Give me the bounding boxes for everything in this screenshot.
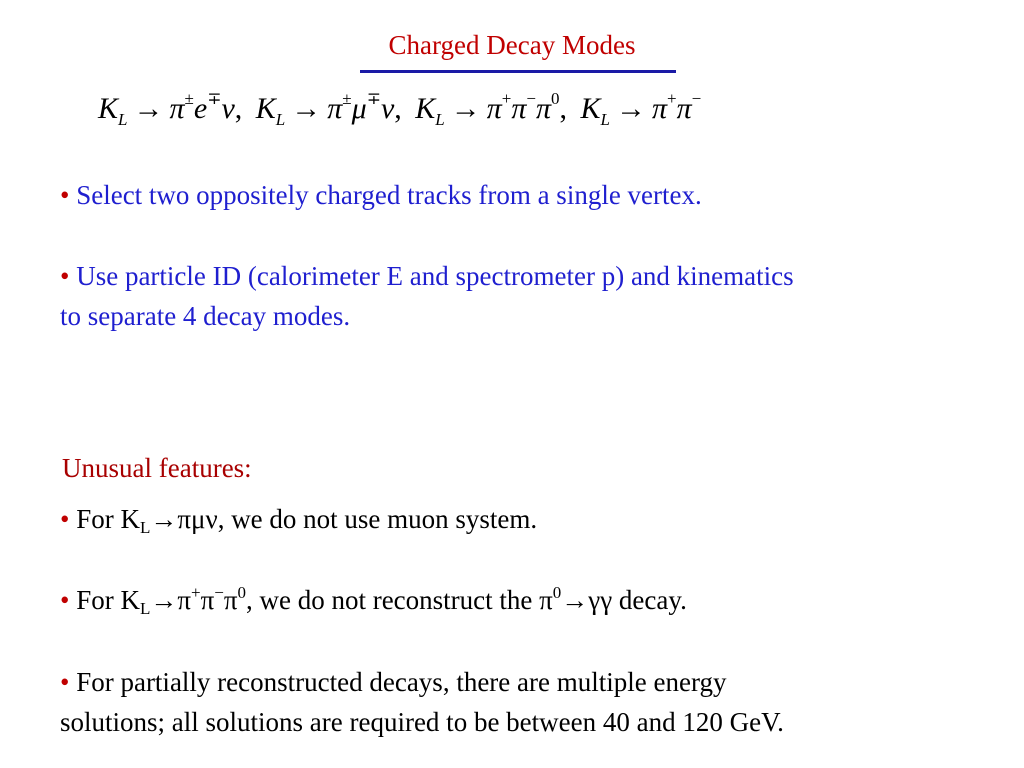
bullet-marker: • [60, 261, 70, 291]
slide-title: Charged Decay Modes [388, 30, 636, 60]
bullet-select-tracks [60, 175, 702, 215]
feature-item-partial-reco: • For partially reconstructed decays, there are multiple energy solutions; all solutions are required to be between 40 and 120 GeV. [60, 667, 784, 737]
feature-item-pipipi: • For $K_L\to\pi^+\pi^-\pi^0$, we do not reconstruct the $\pi^0\to\gamma\gamma$ decay. [60, 583, 687, 618]
bullet-particle-id [60, 256, 794, 336]
feature-item-pimunu: • For $K_L\to\pi\mu\nu$, we do not use muon system. [60, 504, 538, 537]
decay-modes-equation: $K_L \to \pi^\pm e^\mp\nu$, $K_L \to \pi^\pm\mu^\mp\nu$, $K_L \to \pi^+\pi^-\pi^0$, $K_L \to \pi^+\pi^-$ [98, 89, 702, 129]
bullet-text-line1: Use particle ID (calorimeter E and spectrometer p) and kinematics [76, 261, 794, 291]
bullet-text-line2: to separate 4 decay modes. [60, 301, 351, 331]
features-heading: Unusual features: [62, 453, 252, 483]
bullet-marker: • [60, 180, 70, 210]
bullet-text: Select two oppositely charged tracks from a single vertex. [76, 180, 702, 210]
title-underline [360, 70, 676, 73]
